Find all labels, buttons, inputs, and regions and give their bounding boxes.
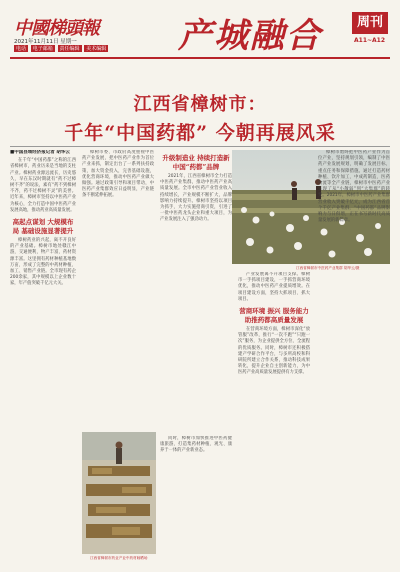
issue-tags <box>14 45 109 52</box>
article-column-3 <box>160 150 232 420</box>
paragraph: 2021年，江西省樟树市全力打造中医药产业集群，推动中医药产业高质量发展。全市中医药产业营业收入持续增长，产业规模不断扩大，品牌影响力持续提升。樟树市坚持以项目为抓手，大力实施招商引资，引进了一批中医药龙头企业和重大项目，为产业发展注入了强劲动力。 <box>160 174 232 223</box>
paragraph: 产业发展离不开项目支撑。樟树市一手抓项目建设，一手抓营商环境优化，推动中医药产业提质增效。在项目建设方面，坚持大抓项目、抓大项目。 <box>238 272 310 302</box>
tag-email: 电子邮箱 <box>32 46 53 52</box>
article-column-2 <box>82 150 154 420</box>
tag-art-editor: 美术编辑 <box>86 46 107 52</box>
headline-rule <box>10 146 390 147</box>
tag-editor: 责任编辑 <box>59 46 80 52</box>
page-range: A11~A12 <box>354 37 386 44</box>
paragraph: 樟树市委、市政府高度重视中医药产业发展，把中医药产业作为首位产业来抓，制定出台了一系列扶持政策，加大资金投入，完善基础设施，优化营商环境，推动中医药产业做大做强。通过政策引导和项目带动，中医药产业集群效应日益明显，产业链条不断延伸拓展。 <box>82 150 154 199</box>
section-title: 产城融合 <box>178 16 322 56</box>
subhead-1: 高起点谋划 大规模布局 基础设施显著提升 <box>12 218 74 235</box>
masthead-rule <box>10 57 390 59</box>
paragraph: 在千年“中国药都”之称的江西省樟树市，药业历来是当地的支柱产业。樟树药业源远流长，历史悠久，早在东汉时期就有“药不过樟树不齐”的说法，素有“药不到樟树不齐，药不过樟树不灵”的美誉。近年来，樟树市坚持以中医药产业为核心，全力打造中国中医药产业发展高地，推动药业高质量发展。 <box>10 158 76 213</box>
paragraph: 同时，樟树市加快推进中医药健康旅游，打造集药材种植、观光、康养于一体的产业新业态。 <box>160 436 232 454</box>
masthead <box>0 0 400 58</box>
main-photo-caption: 江西省樟树市中医药产业集群 胡华云/摄 <box>296 266 360 270</box>
paragraph: 樟树药业的兴起，离不开良好的产业基础。樟树市地处赣江中游，交通便利，物产丰富，药材资源丰富。这里拥有药材种植基地数万亩，形成了完整的中药材种植、加工、销售产业链。全市现有药企200余家，其中规模以上企业数十家，年产值突破千亿元大关。 <box>10 238 76 287</box>
subhead-2: 升级制造业 持续打造新 中国“药都”品牌 <box>162 154 230 171</box>
paragraph: 在营商环境方面，樟树市深化“放管服”改革，推行“一次不跑”“只跑一次”服务，为企业提供全方位、全流程的优质服务。同时，樟树市还积极搭建产学研合作平台，与多所高校和科研院所建立合作关系，推动科技成果转化，提升企业自主创新能力，为中医药产业高质量发展提供有力支撑。 <box>238 327 310 376</box>
byline: ■中国县域经济报记者 胡华云 <box>10 150 70 155</box>
article-column-5 <box>318 150 390 562</box>
paragraph: 樟树市始终把中医药产业作为首位产业，坚持规划引领，编制了中医药产业发展规划，明确了发展目标、重点任务和保障措施。通过打造药材种植、饮片加工、中成药制造、医药物流等全产业链，樟树市中医药产业实现了从“小散弱”到“大集群”的转变。2021年，樟树市中医药产业集群营业收入突破千亿元，成为江西省首个千亿产业集群，“中国药都”品牌影响力与日俱增，正在书写新时代高质量发展的新篇章。 <box>318 150 390 224</box>
bottom-photo-caption: 江西省樟树市药业产业中药材晾晒场 <box>90 556 148 560</box>
subhead-3: 营商环境 振兴 服务能力 助推药都高质量发展 <box>239 307 309 324</box>
headline: 千年“中国药都” 今朝再展风采 <box>64 122 336 144</box>
article-column-4 <box>238 272 310 562</box>
article-column-3-bottom <box>160 436 232 562</box>
weekly-badge: 周刊 <box>352 12 388 34</box>
issue-date: 2021年11月11日 星期一 <box>14 39 77 45</box>
article-column-1 <box>10 150 76 562</box>
paper-logo: 中國梯頭報 <box>14 18 99 39</box>
headline-kicker: 江西省樟树市： <box>133 94 267 115</box>
herb-drying-photo <box>82 432 156 554</box>
tag-phone: 电话 <box>16 46 27 52</box>
